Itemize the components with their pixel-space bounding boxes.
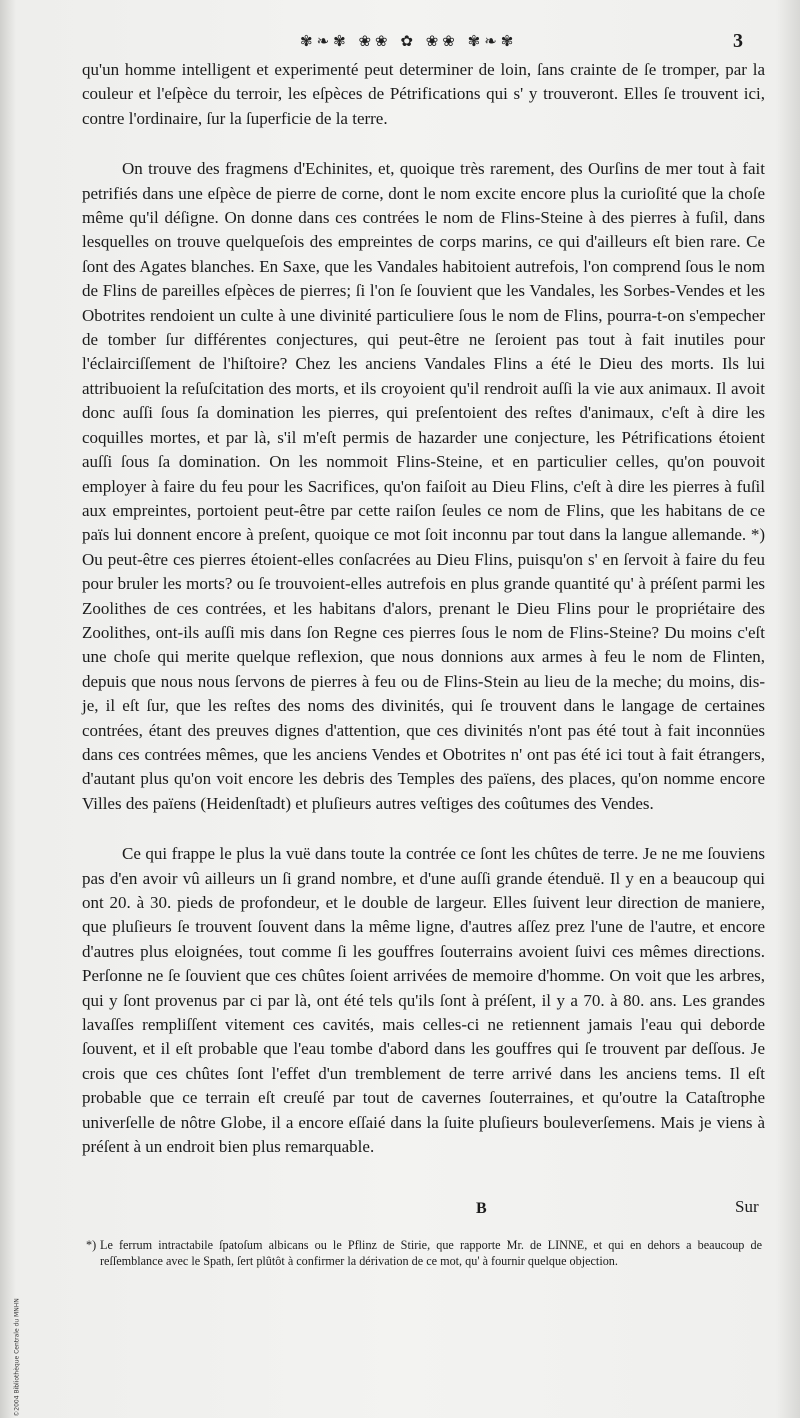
paragraph-continuation: qu'un homme intelligent et experimenté peut determiner de loin, ſans crainte de ſe tromper, par la couleur et l'eſpèce du terroir, les eſpèces de Pétrifications qui s' y trouveront. Elles ſe trouvent ici, contre l'ordinaire, ſur la ſuperficie de la terre. [82,60,765,128]
paragraph-echinites-flins: On trouve des fragmens d'Echinites, et, quoique très rarement, des Ourſins de mer tout à fait petrifiés dans une eſpèce de pierre de corne, dont le nom excite encore plus la curioſité que la choſe même qu'il déſigne. On donne dans ces contrées le nom de Flins-Steine à des pierres à fuſil, dans lesquelles on trouve quelqueſois des empreintes de corps marins, ce qui d'ailleurs eſt bien rare. Ce ſont des Agates blanches. En Saxe, que les Vandales habitoient autrefois, l'on comprend ſous le nom de Flins de pareilles eſpèces de pierres; ſi l'on ſe ſouvient que les Vandales, les Sorbes-Vendes et les Obotrites rendoient un culte à une divinité particuliere ſous le nom de Flins, pourra-t-on s'empecher de tomber ſur différentes conjectures, qui peut-être ne ſeroient pas tout à fait inutiles pour l'éclairciſſement de l'hiſtoire? Chez les anciens Vandales Flins a été le Dieu des morts. Ils lui attribuoient la reſuſcitation des morts, et ils croyoient qu'il rendroit auſſi la vie aux animaux. Il avoit donc auſſi ſous ſa domination les pierres, qui preſentoient des reſtes d'animaux, c'eſt à dire les coquilles mortes, et par là, s'il m'eſt permis de hazarder une conjecture, les Pétrifications étoient auſſi ſous ſa domination. On les nommoit Flins-Steine, et en particulier celles, qu'on pouvoit employer à faire du feu pour les Sacrifices, qu'on faiſoit au Dieu Flins, c'eſt à dire les pierres à fuſil aux empreintes, portoient peut-être par cette raiſon ſeules ce nom de Flins, que les habitans de ce païs lui donnent encore à preſent, quoique ce mot ſoit inconnu par tout dans la langue allemande. *) Ou peut-être ces pierres étoient-elles conſacrées au Dieu Flins, puisqu'on s' en ſervoit à faire du feu pour bruler les morts? ou ſe trouvoient-elles autrefois en plus grande quantité qu' à préſent parmi les Zoolithes de ces contrées, et les habitans d'alors, prenant le Dieu Flins pour le propriétaire des Zoolithes, ont-ils auſſi mis dans ſon Regne ces pierres ſous le nom de Flins-Steine? Du moins c'eſt une choſe qui merite quelque reflexion, que nous donnions aux armes à feu le nom de Flinten, depuis que nous nous ſervons de pierres à feu ou de Flins-Stein au lieu de la meche; du moins, dis-je, il eſt ſur, que les reſtes des noms des divinités, qui ſe trouvent dans le langage de certaines contrées, étant des preuves dignes d'attention, que ces divinités n'ont pas été tout à fait inconnües dans ces contrées mêmes, que les anciens Vendes et Obotrites n' ont pas été ici tout à fait étrangers, d'autant plus qu'on voit encore les debris des Temples des païens, des places, qu'on nomme encore Villes des païens (Heidenſtadt) et pluſieurs autres veſtiges des coûtumes des Vendes. [82,159,765,813]
signature-mark: B [476,1200,487,1217]
side-credit [2,1298,21,1417]
footnote-text: Le ferrum intractabile ſpatoſum albicans ou le Pflinz de Stirie, que rapporte Mr. de LINNE, et qui en dehors a beaucoup de reſſemblance avec le Spath, ſert plûtôt à confirmer la dérivation de ce mot, qu' à fournir quelque objection. [100,1238,762,1268]
page-number: 3 [733,30,743,52]
header-ornament: ✾❧✾ ❀❀ ✿ ❀❀ ✾❧✾ [300,32,518,50]
page-header [0,30,800,54]
side-credit-text: ©2004 Bibliothèque Centrale du MNHN [13,1298,21,1417]
footnote [86,1238,762,1269]
footnote-mark: *) [86,1238,97,1252]
catchword: Sur [735,1197,759,1216]
paragraph-chutes-de-terre: Ce qui frappe le plus la vuë dans toute la contrée ce ſont les chûtes de terre. Je ne me ſouviens pas d'en avoir vû ailleurs un ſi grand nombre, et d'une auſſi grande étenduë. Il y en a beaucoup qui ont 20. à 30. pieds de profondeur, et le double de largeur. Elles ſuivent leur direction de maniere, que pluſieurs ſe trouvent ſouvent dans la même ligne, d'autres aſſez prez l'une de l'autre, et encore d'autres plus eloignées, tout comme ſi les gouffres ſouterrains avoient ſuivi ces mêmes directions. Perſonne ne ſe ſouvient que ces chûtes ſoient arrivées de memoire d'homme. On voit que les arbres, qui y ſont provenus par ci par là, ont été tels qu'ils ſont à préſent, il y a 70. à 80. ans. Les grandes lavaſſes rempliſſent vitement ces cavités, mais celles-ci ne retiennent jamais l'eau qui deborde ſouvent, et il eſt probable que l'eau tombe d'abord dans les gouffres qui ſe trouvent par deſſous. Je crois que ces chûtes ſont l'effet d'un tremblement de terre arrivé dans les anciens tems. Il eſt probable que ce terrain eſt creuſé par tout de cavernes ſouterraines, et qu'outre la Cataſtrophe univerſelle de nôtre Globe, il a encore eſſaié dans la ſuite pluſieurs bouleverſemens. Mais je viens à préſent à un endroit bien plus remarquable. [82,844,765,1157]
body-text [82,58,765,1159]
